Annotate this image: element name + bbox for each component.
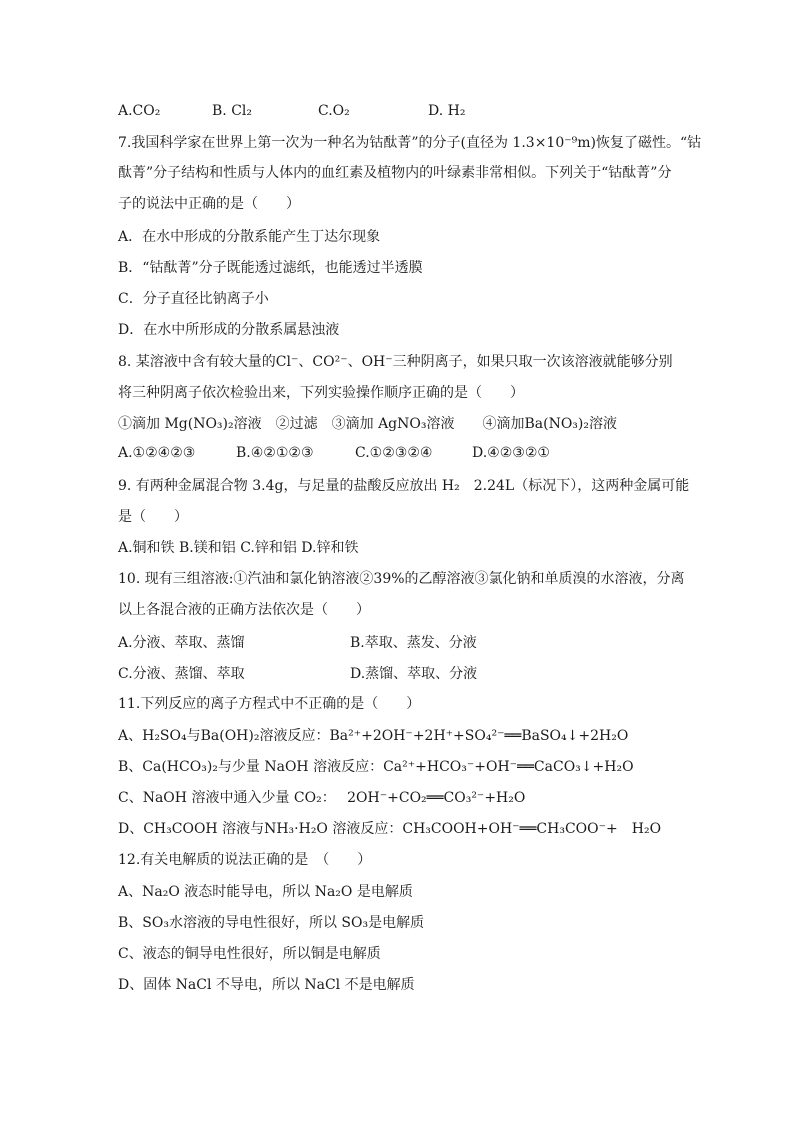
q9-stem-line2: 是（ ）	[118, 509, 188, 525]
q7-option-b: B．“钴酞菁”分子既能透过滤纸，也能透过半透膜	[118, 260, 423, 276]
q10-option-a: A.分液、萃取、蒸馏	[118, 635, 245, 651]
q12-option-a: A、Na₂O 液态时能导电，所以 Na₂O 是电解质	[118, 884, 413, 900]
q9-options: A.铜和铁 B.镁和铝 C.锌和铝 D.锌和铁	[118, 540, 359, 556]
q7-stem-line1: 7.我国科学家在世界上第一次为一种名为钴酞菁”的分子(直径为 1.3×10⁻⁹m)恢复了磁性。“钴	[118, 135, 702, 151]
q12-option-d: D、固体 NaCl 不导电，所以 NaCl 不是电解质	[118, 977, 415, 993]
q8-steps: ①滴加 Mg(NO₃)₂溶液 ②过滤 ③滴加 AgNO₃溶液 ④滴加Ba(NO₃)₂溶液	[118, 416, 617, 432]
q10-option-d: D.蒸馏、萃取、分液	[350, 666, 478, 682]
q6-option-b: B. Cl₂	[212, 103, 252, 119]
q6-option-c: C.O₂	[318, 103, 350, 119]
q7-stem-line3: 子的说法中正确的是（ ）	[118, 196, 300, 212]
q12-stem: 12.有关电解质的说法正确的是 （ ）	[118, 852, 372, 868]
q8-stem-line2: 将三种阴离子依次检验出来，下列实验操作顺序正确的是（ ）	[118, 385, 524, 401]
q10-option-b: B.萃取、蒸发、分液	[350, 635, 477, 651]
q7-option-a: A．在水中形成的分散系能产生丁达尔现象	[118, 229, 381, 245]
q7-option-c: C．分子直径比钠离子小	[118, 291, 269, 307]
q9-stem-line1: 9. 有两种金属混合物 3.4g，与足量的盐酸反应放出 H₂ 2.24L（标况下），这两种金属可能	[118, 478, 690, 494]
q12-option-b: B、SO₃水溶液的导电性很好，所以 SO₃是电解质	[118, 915, 425, 931]
q8-option-b: B.④②①②③	[236, 445, 314, 461]
q8-option-d: D.④②③②①	[472, 445, 550, 461]
q6-option-a: A.CO₂	[118, 103, 161, 119]
q8-option-a: A.①②④②③	[118, 445, 196, 461]
q12-option-c: C、液态的铜导电性很好，所以铜是电解质	[118, 946, 381, 962]
q8-stem-line1: 8. 某溶液中含有较大量的Cl⁻、CO²⁻、OH⁻三种阴离子，如果只取一次该溶液就能够分别	[118, 354, 673, 370]
q11-stem: 11.下列反应的离子方程式中不正确的是（ ）	[118, 696, 421, 712]
q7-stem-line2: 酞菁”分子结构和性质与人体内的血红素及植物内的叶绿素非常相似。下列关于“钴酞菁”分	[118, 165, 672, 181]
q11-option-d: D、CH₃COOH 溶液与NH₃·H₂O 溶液反应：CH₃COOH+OH⁻══CH₃COO⁻+ H₂O	[118, 821, 662, 837]
q10-option-c: C.分液、蒸馏、萃取	[118, 666, 245, 682]
q11-option-b: B、Ca(HCO₃)₂与少量 NaOH 溶液反应：Ca²⁺+HCO₃⁻+OH⁻══CaCO₃↓+H₂O	[118, 759, 634, 775]
q8-option-c: C.①②③②④	[355, 445, 433, 461]
q11-option-a: A、H₂SO₄与Ba(OH)₂溶液反应：Ba²⁺+2OH⁻+2H⁺+SO₄²⁻══BaSO₄↓+2H₂O	[118, 728, 629, 744]
q7-option-d: D．在水中所形成的分散系属悬浊液	[118, 322, 340, 338]
q6-option-d: D. H₂	[428, 103, 466, 119]
q11-option-c: C、NaOH 溶液中通入少量 CO₂： 2OH⁻+CO₂══CO₃²⁻+H₂O	[118, 790, 526, 806]
q10-stem-line2: 以上各混合液的正确方法依次是（ ）	[118, 602, 370, 618]
q10-stem-line1: 10. 现有三组溶液:①汽油和氯化钠溶液②39%的乙醇溶液③氯化钠和单质溴的水溶液，分离	[118, 571, 685, 587]
